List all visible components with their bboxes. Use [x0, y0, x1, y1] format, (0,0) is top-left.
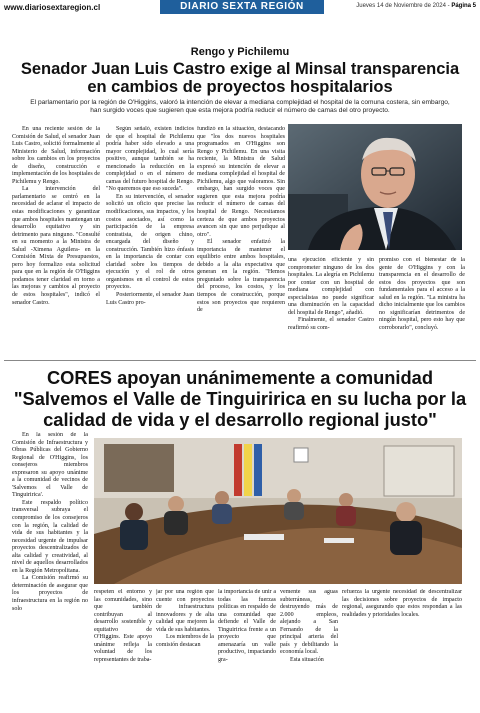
article1-column-2: [106, 126, 194, 352]
deck: [20, 99, 460, 115]
paragraph: refuerza la urgente necesidad de descentralizar las decisiones sobre proyectos de impacto regional, asegurando que estos respondan a las realidades y prioridades locales.: [342, 589, 462, 618]
paragraph: fundizó en la situación, destacando que "los dos nuevos hospitales programados en O'Higgins son Rengo y Pichilemu. En una visita reciente, la Ministra de Salud expresó su intención de elevar a mediana complejidad el hospital de Pichilemu, algo que valoramos. Sin embargo, han surgido voces que sugieren que esta mejora podría reducir el número de camas del hospital de Rengo. Necesitamos certeza de que ambos proyectos avancen sin que uno perjudique al otro".: [197, 126, 285, 238]
paragraph: vemente sus aguas subterráneas, destruyendo más de 2.000 empleos, alejando a San Fernando de la principal arteria del país y debilitando la economía local.: [280, 589, 338, 656]
paragraph: Esta situación: [290, 656, 324, 663]
masthead: DIARIO SEXTA REGIÓN: [160, 0, 324, 14]
article1-column-4: [288, 257, 374, 353]
page-number: Página 5: [451, 3, 476, 9]
website-url[interactable]: www.diariosextaregion.cl: [4, 3, 101, 12]
paragraph: jar por una región que cuente con proyectos de infraestructura innovadores y de alta calidad que mejoren la vida de sus habitantes.: [156, 589, 214, 633]
senator-photo: [288, 124, 462, 250]
article2-column-5: [280, 589, 338, 711]
deck-line-2: han surgido voces que sugieren que esta mejora podría reducir el número de camas del otro proyecto.: [90, 107, 390, 114]
article2-column-4: [218, 589, 276, 711]
article2-column-6: [342, 589, 462, 711]
paragraph: Finalmente, el senador Castro reafirmó su com-: [288, 317, 374, 331]
paragraph: El senador enfatizó la importancia de mantener el equilibrio entre ambos hospitales, debido a la alta expectativa que generan en la región. "Hemos preguntado sobre la transparencia del proceso, los costos, y los tiempos de construcción, porque estos son proyectos que requieren de: [197, 239, 285, 314]
paragraph: La intervención del parlamentario se centró en la necesidad de aclarar el impacto de estas modificaciones y garantizar que ambos hospitales mantengan un desarrollo equitativo y sin detrimento para ninguno. "Consulté en su momento a la Ministra de Salud -Ximena Aguilera- en la Comisión Mixta de Presupuestos, pero hoy formalizo esta solicitud para que en la región de O'Higgins podamos tener claridad en torno a las mejoras y cambios al proyecto de estos hospitales", indicó el senador Castro.: [12, 186, 100, 306]
paragraph: respeten el entorno y las comunidades, sino que también contribuyan al desarrollo sostenible y equitativo de O'Higgins. Este apoyo unánime refleja la voluntad de los representantes de traba-: [94, 589, 152, 663]
article2-column-1: [12, 432, 88, 713]
article1-column-5: [379, 257, 465, 353]
paragraph: promiso con el bienestar de la gente de O'Higgins y con la transparencia en el desarrollo de estos dos proyectos que son fundamentales para el acceso a la salud en la región. "La ministra ha dicho inicialmente que los cambios no significarían detrimentos de ningún hospital, pero esto hay que corroborarlo", concluyó.: [379, 257, 465, 331]
kicker: Rengo y Pichilemu: [190, 46, 290, 58]
date-text: Jueves 14 de Noviembre de 2024 -: [356, 3, 452, 9]
paragraph: En su intervención, el senador solicitó un oficio que precise las modificaciones, sus impactos, y los costos asociados, así como la participación de la empresa contratista, de origen chino, encargada del diseño y construcción. También hizo énfasis en la importancia de contar con claridad sobre los tiempos de ejecución y el rol de otros organismos en el control de estos proyectos.: [106, 193, 194, 291]
headline-2: CORES apoyan unánimemente a comunidad "Salvemos el Valle de Tinguiririca en su lucha por la calidad de vida y el desarrollo regional justo": [13, 367, 467, 430]
headline-1: Senador Juan Luis Castro exige al Minsal transparencia en cambios de proyectos hospitalarios: [20, 60, 460, 96]
paragraph: la importancia de unir a todas las fuerzas políticas en respaldo de una comunidad que defiende el Valle de Tinguiririca frente a un proyecto que amenazaría un valle productivo, impactando gra-: [218, 589, 276, 663]
paragraph: Los miembros de la comisión destacan: [156, 634, 214, 648]
paragraph: Este respaldo político transversal subraya el compromiso de los consejeros con la región, la calidad de vida de sus habitantes y la necesidad urgente de impulsar proyectos descentralizados de alta calidad y creatividad, al nivel de aquellos desarrollados en la Región Metropolitana.: [12, 499, 88, 574]
article1-column-1: [12, 126, 100, 352]
deck-line-1: El parlamentario por la región de O'Higgins, valoró la intención de elevar a mediana complejidad el hospital de la comuna costera, sin embargo,: [30, 99, 450, 106]
senator-portrait-image: [288, 124, 462, 250]
paragraph: Posteriormente, el senador Juan Luis Castro pro-: [106, 292, 194, 306]
commission-photo: [94, 438, 462, 584]
paragraph: Según señaló, existen indicios de que el hospital de Pichilemu podría haber sido elevado a una mayor complejidad, lo cual sería positivo, aunque también se ha mencionado la reducción en la complejidad o en el número de camas del futuro hospital de Rengo. "No queremos que eso suceda".: [106, 126, 194, 193]
article2-column-3: [156, 589, 214, 711]
section-divider: [4, 360, 476, 361]
paragraph: una ejecución eficiente y sin comprometer ninguno de los dos hospitales. La alegría en Pichilemu por contar con un hospital de mediana complejidad con especialistas no puede significar una disminución en la capacidad del hospital de Rengo", añadió.: [288, 257, 374, 316]
paragraph: En una reciente sesión de la Comisión de Salud, el senador Juan Luis Castro, solicitó formalmente al Ministerio de Salud, información sobre los cambios en los proyectos de diseño, construcción e implementación de los hospitales de Pichilemu y Rengo.: [12, 126, 100, 185]
article2-column-2: [94, 589, 152, 711]
paragraph: En la sesión de la Comisión de Infraestructura y Obras Públicas del Gobierno Regional de O'Higgins, los consejeros miembros expresaron su apoyo unánime a la comunidad de vecinos de 'Salvemos el Valle de Tinguiririca'.: [12, 432, 88, 499]
article1-column-3: [197, 126, 285, 352]
commission-meeting-image: [94, 438, 462, 584]
paragraph: La Comisión reafirmó su determinación de asegurar que los proyectos de infraestructura en la región no solo: [12, 575, 88, 612]
dateline: [356, 3, 476, 9]
